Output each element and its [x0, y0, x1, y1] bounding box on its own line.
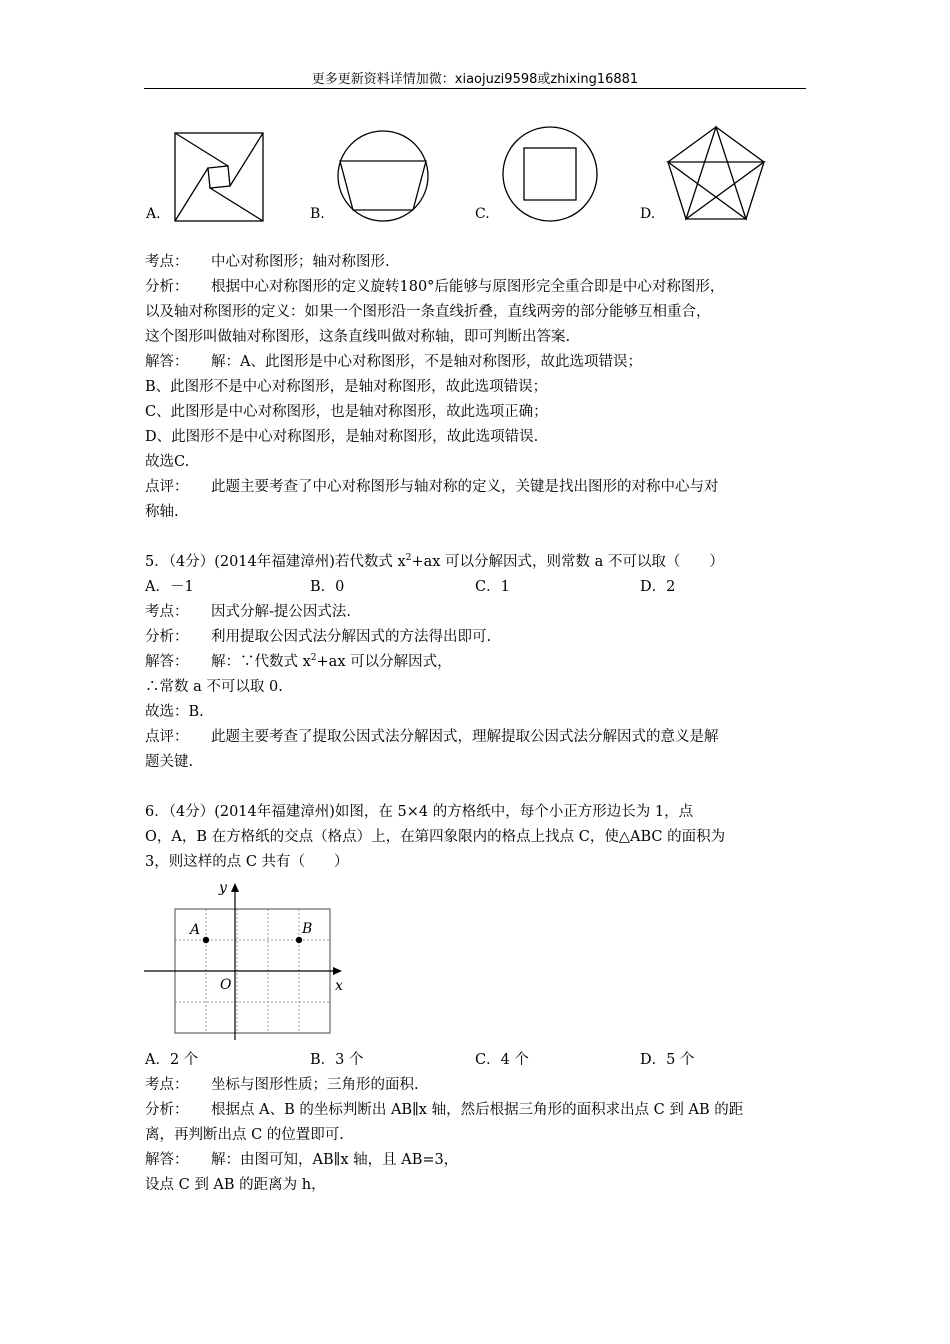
origin-label: O [220, 977, 232, 993]
y-axis-arrow [231, 883, 239, 892]
q6-jieda: 解答： 解：由图可知，AB∥x 轴，且 AB=3， [145, 1152, 459, 1168]
q4-dianping: 点评： 此题主要考查了中心对称图形与轴对称的定义，关键是找出图形的对称中心与对 [145, 479, 719, 495]
q5-fenxi: 分析： 利用提取公因式法分解因式的方法得出即可. [145, 629, 492, 645]
q5-jieda-line2: ∴常数 a 不可以取 0. [145, 679, 283, 695]
q5-stem: 5．（4分）(2014年福建漳州)若代数式 $x^2+ax$ 可以分解因式，则常数 a 不可以取（ ） [145, 553, 724, 570]
q6-jieda-line2: 设点 C 到 AB 的距离为 h， [145, 1177, 326, 1193]
jieda-label: 解答： [145, 654, 189, 670]
q4-option-c-label: C. [475, 206, 490, 222]
point-a [203, 937, 209, 943]
q4-option-b-label: B. [310, 206, 325, 222]
q4-kaodian: 考点： 中心对称图形；轴对称图形. [145, 254, 390, 270]
q4-option-a-label: A. [146, 206, 161, 222]
q5-option-c: C．1 [475, 579, 510, 595]
q5-jieda: 解答： 解：∵代数式 $x^2+ax$ 可以分解因式， [145, 653, 452, 670]
kaodian-label: 考点： [145, 254, 189, 270]
x-axis-arrow [333, 967, 342, 975]
q4-jieda-line4: D、此图形不是中心对称图形，是轴对称图形，故此选项错误. [145, 429, 539, 445]
q6-kaodian: 考点： 坐标与图形性质；三角形的面积. [145, 1077, 419, 1093]
q4-option-d-label: D. [640, 206, 656, 222]
header-rule [144, 88, 806, 89]
point-b-label: B [302, 921, 313, 937]
q4-fenxi-line3: 这个图形叫做轴对称图形，这条直线叫做对称轴，即可判断出答案. [145, 329, 571, 345]
figure-c-square-in-circle [500, 122, 600, 224]
q6-stem-line2: O，A，B 在方格纸的交点（格点）上，在第四象限内的格点上找点 C，使△ABC 的面积为 [145, 829, 726, 845]
figure-b-trapezoid-in-circle [334, 128, 434, 224]
x-axis-label: x [335, 978, 343, 994]
q4-fenxi-line2: 以及轴对称图形的定义：如果一个图形沿一条直线折叠，直线两旁的部分能够互相重合， [145, 304, 711, 320]
q6-stem-line1: 6．（4分）(2014年福建漳州)如图，在 5×4 的方格纸中，每个小正方形边长为 1，点 [145, 804, 694, 820]
kaodian-label: 考点： [145, 604, 189, 620]
q5-dianping-line2: 题关键. [145, 754, 194, 770]
fenxi-label: 分析： [145, 1102, 189, 1118]
page-header: 更多更新资料详情加微：xiaojuzi9598或zhixing16881 [311, 72, 639, 87]
jieda-label: 解答： [145, 354, 189, 370]
q6-option-c: C．4 个 [475, 1052, 529, 1068]
kaodian-label: 考点： [145, 1077, 189, 1093]
q6-option-d: D．5 个 [640, 1052, 695, 1068]
q4-jieda-line5: 故选C. [145, 454, 190, 470]
point-a-label: A [190, 922, 201, 938]
q6-grid-figure [140, 872, 355, 1040]
q5-dianping: 点评： 此题主要考查了提取公因式法分解因式，理解提取公因式法分解因式的意义是解 [145, 729, 719, 745]
q4-jieda-line3: C、此图形是中心对称图形，也是轴对称图形，故此选项正确； [145, 404, 548, 420]
q6-option-a: A．2 个 [145, 1052, 199, 1068]
q4-jieda: 解答： 解：A、此图形是中心对称图形，不是轴对称图形，故此选项错误； [145, 354, 642, 370]
q6-stem-line3: 3，则这样的点 C 共有（ ） [145, 854, 349, 870]
q5-jieda-line3: 故选：B. [145, 704, 204, 720]
point-b [296, 937, 302, 943]
q5-option-a: A．－1 [145, 579, 194, 595]
q4-dianping-line2: 称轴. [145, 504, 179, 520]
q4-jieda-line2: B、此图形不是中心对称图形，是轴对称图形，故此选项错误； [145, 379, 548, 395]
q5-option-b: B．0 [310, 579, 345, 595]
dianping-label: 点评： [145, 729, 189, 745]
q4-fenxi: 分析： 根据中心对称图形的定义旋转180°后能够与原图形完全重合即是中心对称图形， [145, 279, 725, 295]
jieda-label: 解答： [145, 1152, 189, 1168]
q5-kaodian: 考点： 因式分解-提公因式法. [145, 604, 352, 620]
q6-fenxi-line2: 离，再判断出点 C 的位置即可. [145, 1127, 344, 1143]
figure-a-pinwheel-square [170, 128, 270, 224]
q6-option-b: B．3 个 [310, 1052, 364, 1068]
y-axis-label: y [219, 880, 227, 896]
q6-fenxi: 分析： 根据点 A、B 的坐标判断出 AB∥x 轴，然后根据三角形的面积求出点 C 到 AB 的距 [145, 1102, 744, 1118]
dianping-label: 点评： [145, 479, 189, 495]
q5-option-d: D．2 [640, 579, 676, 595]
fenxi-label: 分析： [145, 279, 189, 295]
figure-d-pentagram-in-pentagon [664, 122, 768, 224]
fenxi-label: 分析： [145, 629, 189, 645]
